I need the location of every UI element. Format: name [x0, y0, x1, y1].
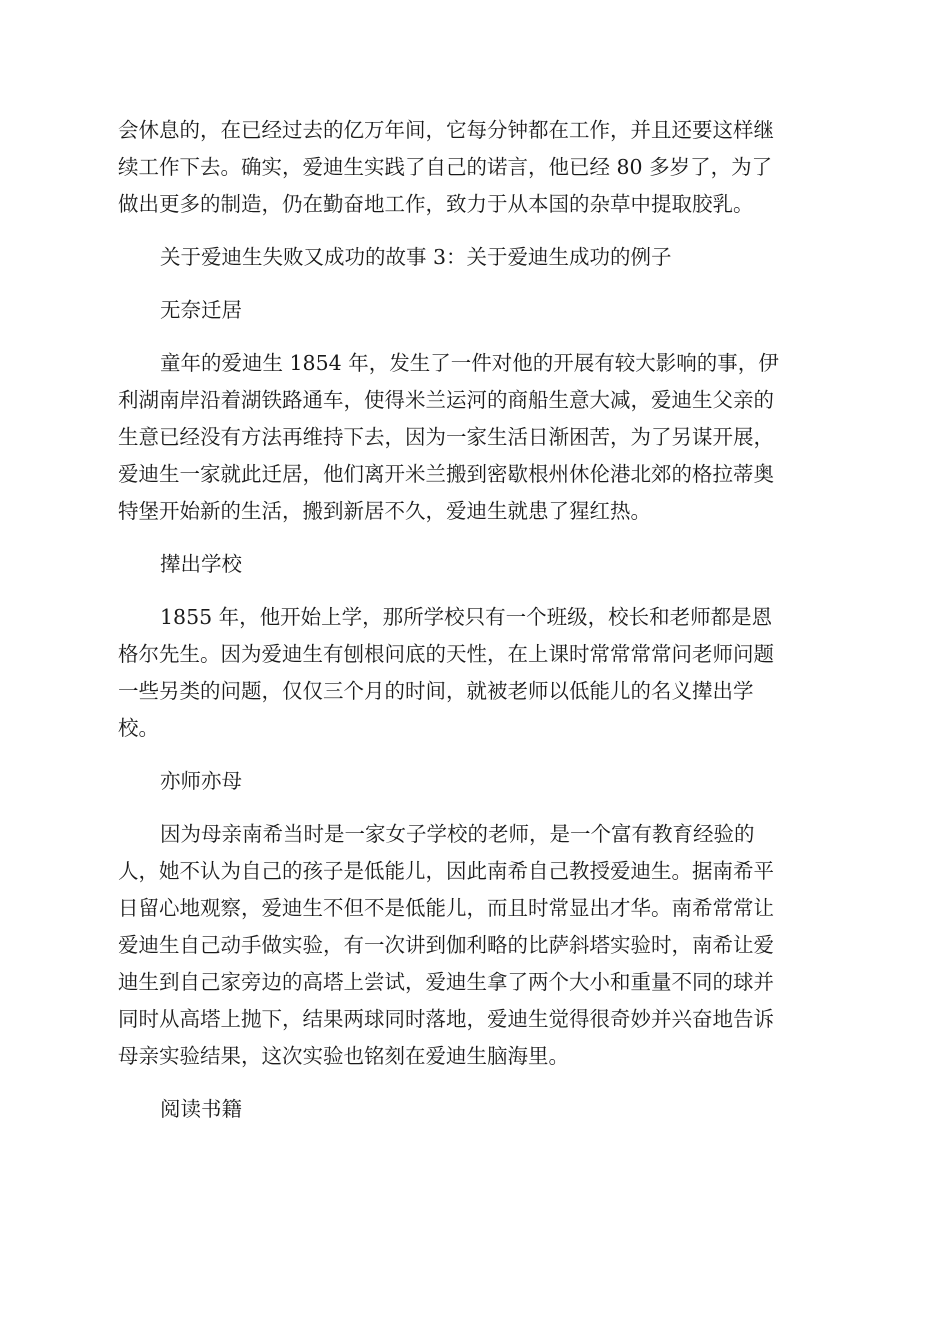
text-line: 童年的爱迪生 1854 年，发生了一件对他的开展有较大影响的事，伊: [160, 351, 779, 375]
text-line: 生意已经没有方法再维持下去，因为一家生活日渐困苦，为了另谋开展，: [118, 425, 774, 449]
intro-paragraph: [118, 112, 832, 223]
paragraph-expelled: [118, 599, 832, 747]
section-heading-teacher-mother: 亦师亦母: [160, 769, 242, 793]
text-line: 格尔先生。因为爱迪生有刨根问底的天性，在上课时常常常常问老师问题: [118, 642, 774, 666]
text-line: 会休息的，在已经过去的亿万年间，它每分钟都在工作，并且还要这样继: [118, 118, 774, 142]
story-title: 关于爱迪生失败又成功的故事 3：关于爱迪生成功的例子: [160, 245, 672, 269]
paragraph-teacher-mother: [118, 816, 832, 1075]
text-line: 母亲实验结果，这次实验也铭刻在爱迪生脑海里。: [118, 1044, 569, 1068]
text-line: 爱迪生一家就此迁居，他们离开米兰搬到密歇根州休伦港北郊的格拉蒂奥: [118, 462, 774, 486]
section-heading-expelled: 撵出学校: [160, 552, 242, 576]
section-heading-relocation: 无奈迁居: [160, 298, 242, 322]
text-line: 迪生到自己家旁边的高塔上尝试，爱迪生拿了两个大小和重量不同的球并: [118, 970, 774, 994]
text-line: 爱迪生自己动手做实验，有一次讲到伽利略的比萨斜塔实验时，南希让爱: [118, 933, 774, 957]
document-page: [118, 112, 832, 1128]
text-line: 利湖南岸沿着湖铁路通车，使得米兰运河的商船生意大减，爱迪生父亲的: [118, 388, 774, 412]
text-line: 一些另类的问题，仅仅三个月的时间，就被老师以低能儿的名义撵出学: [118, 679, 754, 703]
text-line: 1855 年，他开始上学，那所学校只有一个班级，校长和老师都是恩: [160, 605, 773, 629]
paragraph-relocation: [118, 345, 832, 530]
text-line: 同时从高塔上抛下，结果两球同时落地，爱迪生觉得很奇妙并兴奋地告诉: [118, 1007, 774, 1031]
text-line: 人，她不认为自己的孩子是低能儿，因此南希自己教授爱迪生。据南希平: [118, 859, 774, 883]
section-heading-reading: 阅读书籍: [160, 1097, 242, 1121]
text-line: 特堡开始新的生活，搬到新居不久，爱迪生就患了猩红热。: [118, 499, 651, 523]
text-line: 做出更多的制造，仍在勤奋地工作，致力于从本国的杂草中提取胶乳。: [118, 192, 754, 216]
text-line: 因为母亲南希当时是一家女子学校的老师，是一个富有教育经验的: [160, 822, 755, 846]
text-line: 日留心地观察，爱迪生不但不是低能儿，而且时常显出才华。南希常常让: [118, 896, 774, 920]
text-line: 续工作下去。确实，爱迪生实践了自己的诺言，他已经 80 多岁了，为了: [118, 155, 773, 179]
text-line: 校。: [118, 716, 159, 740]
